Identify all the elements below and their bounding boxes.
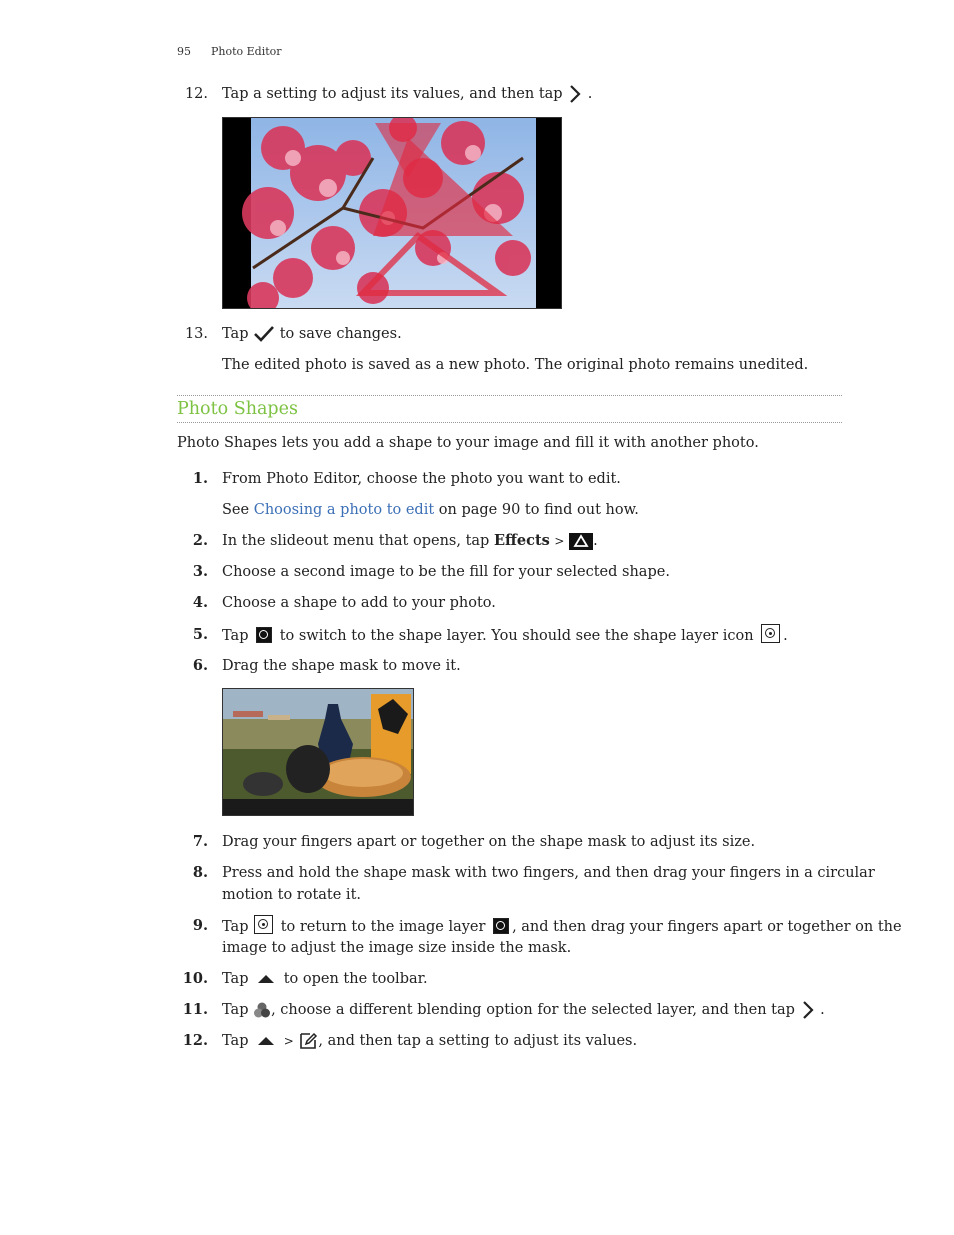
step-text: Press and hold the shape mask with two fingers, and then drag your fingers in a circular bbox=[222, 865, 875, 881]
step-text-after: , and then drag your fingers apart or together on the bbox=[512, 919, 902, 935]
step-text-middle: , choose a different blending option for the selected layer, and then tap bbox=[271, 1002, 795, 1018]
step-number: 6. bbox=[192, 657, 208, 674]
see-suffix: on page 90 to find out how. bbox=[438, 502, 639, 518]
checkmark-icon bbox=[253, 324, 275, 344]
step-text-after: . bbox=[593, 533, 598, 549]
blend-icon bbox=[253, 1002, 271, 1018]
choosing-photo-link[interactable]: Choosing a photo to edit bbox=[253, 502, 435, 518]
shape-layer-icon bbox=[254, 915, 273, 934]
step-text-before: Tap bbox=[222, 628, 249, 644]
step-text-continued: motion to rotate it. bbox=[222, 887, 362, 903]
step-number: 5. bbox=[192, 626, 208, 643]
step-text bbox=[222, 968, 428, 990]
step-text: Drag your fingers apart or together on the shape mask to adjust its size. bbox=[222, 834, 756, 850]
cherry-blossom-illustration bbox=[223, 118, 561, 308]
chapter-title: Photo Editor bbox=[211, 45, 282, 58]
step-text-after: to save changes. bbox=[279, 326, 402, 342]
step-text bbox=[222, 624, 788, 647]
section-title: Photo Shapes bbox=[177, 399, 298, 419]
step-text-after: . bbox=[587, 86, 593, 102]
step-text-continued: image to adjust the image size inside the mask. bbox=[222, 940, 572, 956]
step-number: 3. bbox=[192, 563, 208, 580]
see-prefix: See bbox=[222, 502, 250, 518]
step-text-before: Tap bbox=[222, 919, 249, 935]
step-number: 1. bbox=[192, 470, 208, 487]
shape-effect-icon bbox=[569, 533, 593, 550]
chevron-right-icon bbox=[567, 84, 583, 104]
cherry-blossom-photo bbox=[222, 117, 562, 309]
step-text-after: to open the toolbar. bbox=[283, 971, 428, 987]
section-rule-bottom bbox=[177, 422, 842, 423]
section-rule-top bbox=[177, 395, 842, 396]
page-number: 95 bbox=[177, 45, 191, 58]
step-text-before: Tap bbox=[222, 971, 249, 987]
menu-separator: > bbox=[283, 1034, 294, 1048]
effects-label: Effects bbox=[493, 532, 550, 549]
shape-layer-icon bbox=[761, 624, 780, 643]
step-text bbox=[222, 83, 592, 105]
step-text-after: . bbox=[820, 1002, 825, 1018]
step-text bbox=[222, 323, 402, 345]
step-text-before: In the slideout menu that opens, tap bbox=[222, 533, 490, 549]
image-layer-icon bbox=[493, 918, 509, 934]
step-text-before: Tap a setting to adjust its values, and then tap bbox=[222, 86, 563, 102]
image-layer-icon bbox=[256, 627, 272, 643]
step-number: 10. bbox=[182, 970, 208, 987]
step-text bbox=[222, 999, 825, 1021]
step-text bbox=[222, 915, 902, 938]
step-number: 2. bbox=[192, 532, 208, 549]
see-reference bbox=[222, 499, 639, 521]
step-number: 13. bbox=[184, 326, 208, 342]
step-number: 11. bbox=[182, 1001, 208, 1018]
toolbar-up-icon bbox=[253, 1034, 279, 1048]
step-number: 7. bbox=[192, 833, 208, 850]
step-text: Choose a shape to add to your photo. bbox=[222, 595, 496, 611]
section-intro: Photo Shapes lets you add a shape to your image and fill it with another photo. bbox=[177, 435, 759, 451]
step-number: 8. bbox=[192, 864, 208, 881]
step-text: Choose a second image to be the fill for your selected shape. bbox=[222, 564, 670, 580]
step-number: 4. bbox=[192, 594, 208, 611]
edit-icon bbox=[298, 1031, 318, 1051]
chevron-right-icon bbox=[800, 1000, 816, 1020]
step-text-before: Tap bbox=[222, 1002, 249, 1018]
step-number: 12. bbox=[184, 86, 208, 102]
step-number: 12. bbox=[182, 1032, 208, 1049]
step-number: 9. bbox=[192, 917, 208, 934]
step-text-after: . bbox=[783, 628, 788, 644]
step-text-middle: to switch to the shape layer. You should see the shape layer icon bbox=[279, 628, 754, 644]
toolbar-up-icon bbox=[253, 972, 279, 986]
shape-mask-photo bbox=[222, 688, 414, 816]
step-text: From Photo Editor, choose the photo you want to edit. bbox=[222, 471, 621, 487]
menu-separator: > bbox=[554, 534, 565, 548]
step-text-middle: to return to the image layer bbox=[280, 919, 486, 935]
shape-mask-illustration bbox=[223, 689, 413, 815]
saved-note: The edited photo is saved as a new photo. The original photo remains unedited. bbox=[222, 357, 809, 373]
step-text-before: Tap bbox=[222, 326, 249, 342]
step-text-after: , and then tap a setting to adjust its values. bbox=[318, 1033, 638, 1049]
step-text-before: Tap bbox=[222, 1033, 249, 1049]
step-text bbox=[222, 530, 598, 552]
step-text bbox=[222, 1030, 637, 1052]
step-text: Drag the shape mask to move it. bbox=[222, 658, 461, 674]
